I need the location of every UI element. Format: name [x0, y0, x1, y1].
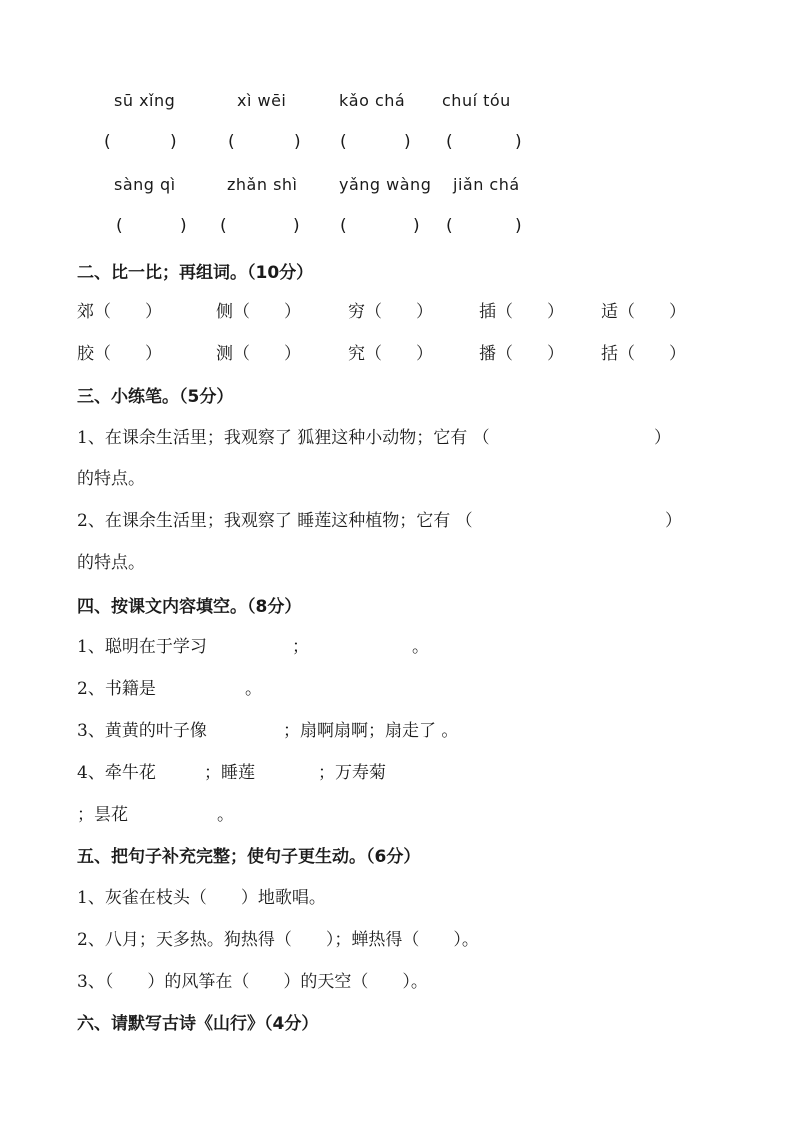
answer-blank-open: ( [446, 216, 453, 236]
answer-blank-open: ( [228, 132, 235, 152]
writing-item-2-close: ） [665, 511, 682, 531]
section-3-title: 三、小练笔。（5分） [77, 387, 234, 407]
fill-item-2-end: 。 [245, 679, 262, 699]
fill-item-4: 4、牵牛花 [77, 763, 156, 783]
fill-item-4-b: ；睡莲 [204, 763, 255, 783]
fill-item-4-c: ；万寿菊 [318, 763, 386, 783]
answer-blank-open: ( [104, 132, 111, 152]
answer-blank-close: ) [515, 132, 522, 152]
section-6-title: 六、请默写古诗《山行》（4分） [77, 1014, 319, 1034]
answer-blank-close: ) [404, 132, 411, 152]
fill-item-5: ；昙花 [77, 805, 128, 825]
fill-item-1: 1、聪明在于学习 [77, 637, 207, 657]
pinyin-6: zhǎn shì [227, 175, 298, 194]
answer-blank-close: ) [170, 132, 177, 152]
compare-word: 侧（ ） [216, 302, 301, 322]
fill-item-3: 3、黄黄的叶子像 [77, 721, 207, 741]
answer-blank-open: ( [340, 216, 347, 236]
compare-word: 测（ ） [216, 344, 301, 364]
fill-item-5-end: 。 [217, 805, 234, 825]
compare-word: 究（ ） [348, 344, 433, 364]
sentence-item-1: 1、灰雀在枝头（ ）地歌唱。 [77, 888, 326, 908]
writing-item-2: 2、在课余生活里；我观察了 睡莲这种植物；它有 （ [77, 511, 473, 531]
answer-blank-close: ) [413, 216, 420, 236]
answer-blank-open: ( [116, 216, 123, 236]
fill-item-1-end: 。 [412, 637, 429, 657]
compare-word: 播（ ） [479, 344, 564, 364]
compare-word: 适（ ） [601, 302, 686, 322]
answer-blank-open: ( [340, 132, 347, 152]
pinyin-8: jiǎn chá [453, 175, 520, 194]
section-5-title: 五、把句子补充完整；使句子更生动。（6分） [77, 847, 421, 867]
sentence-item-2: 2、八月；天多热。狗热得（ ）；蝉热得（ ）。 [77, 930, 479, 950]
pinyin-2: xì wēi [237, 91, 287, 110]
pinyin-5: sàng qì [114, 175, 176, 194]
writing-item-1-cont: 的特点。 [77, 469, 145, 489]
compare-word: 郊（ ） [77, 302, 162, 322]
pinyin-4: chuí tóu [442, 91, 511, 110]
fill-item-2: 2、书籍是 [77, 679, 156, 699]
pinyin-7: yǎng wàng [339, 175, 432, 194]
pinyin-1: sū xǐng [114, 91, 176, 110]
writing-item-1-close: ） [654, 428, 671, 448]
compare-word: 穷（ ） [348, 302, 433, 322]
section-4-title: 四、按课文内容填空。（8分） [77, 597, 302, 617]
answer-blank-close: ) [515, 216, 522, 236]
answer-blank-close: ) [180, 216, 187, 236]
writing-item-1: 1、在课余生活里；我观察了 狐狸这种小动物；它有 （ [77, 428, 490, 448]
compare-word: 括（ ） [601, 344, 686, 364]
fill-item-1-sep: ； [292, 637, 309, 657]
compare-word: 胶（ ） [77, 344, 162, 364]
section-2-title: 二、比一比；再组词。（10分） [77, 263, 314, 283]
sentence-item-3: 3、（ ）的风筝在（ ）的天空（ ）。 [77, 972, 428, 992]
answer-blank-close: ) [294, 132, 301, 152]
answer-blank-open: ( [446, 132, 453, 152]
fill-item-3-rest: ；扇啊扇啊；扇走了 。 [283, 721, 459, 741]
answer-blank-close: ) [293, 216, 300, 236]
answer-blank-open: ( [220, 216, 227, 236]
writing-item-2-cont: 的特点。 [77, 553, 145, 573]
pinyin-3: kǎo chá [339, 91, 406, 110]
compare-word: 插（ ） [479, 302, 564, 322]
